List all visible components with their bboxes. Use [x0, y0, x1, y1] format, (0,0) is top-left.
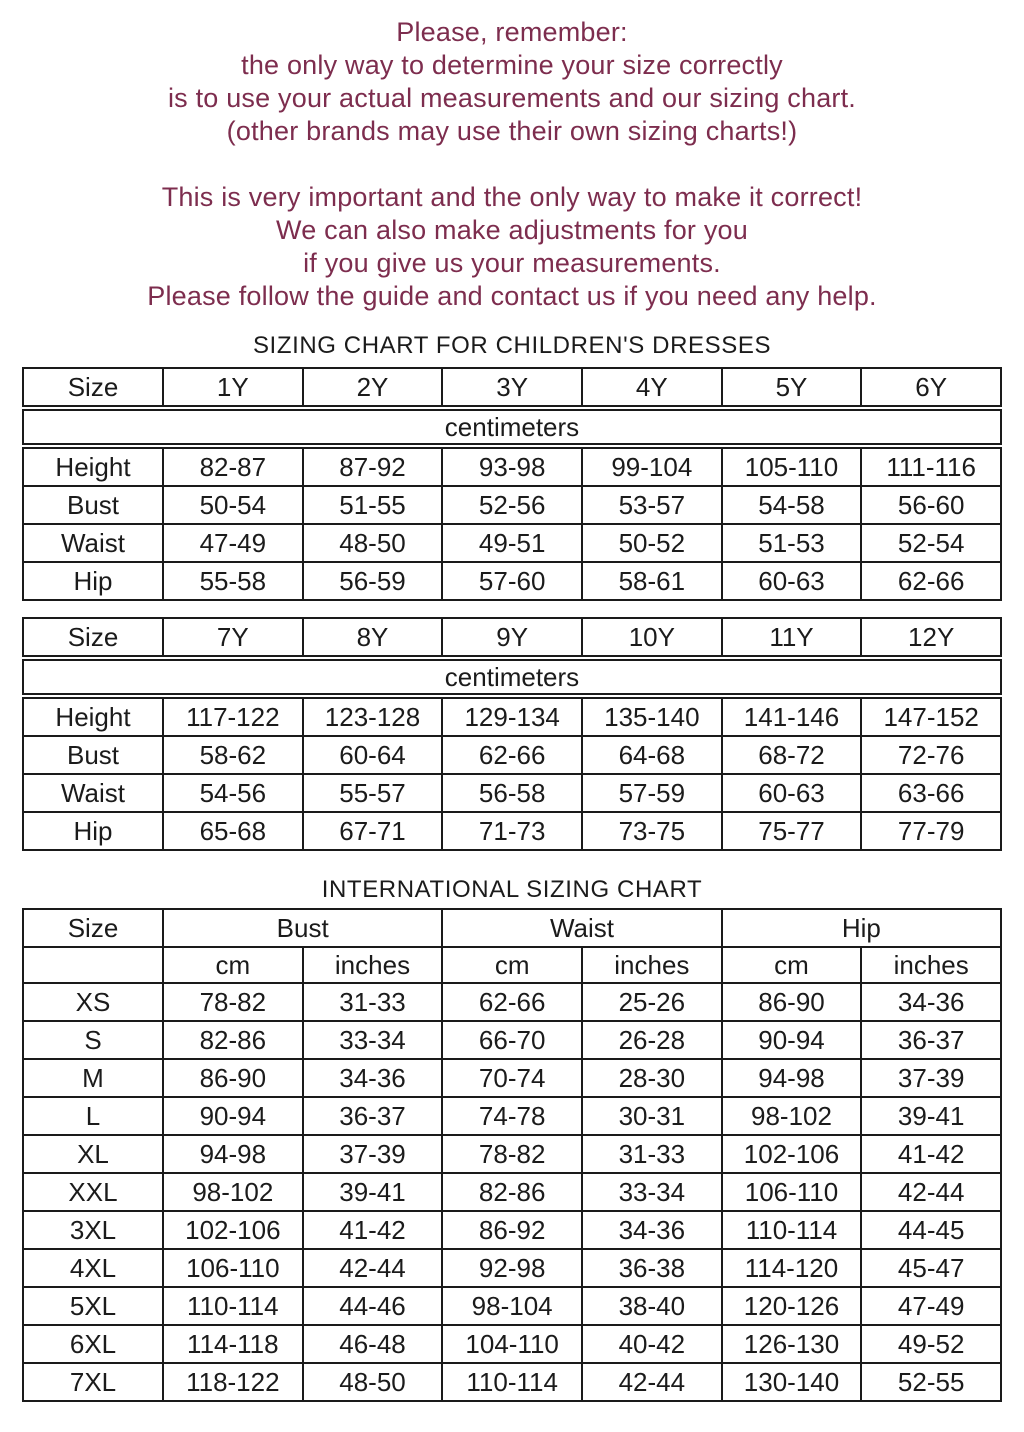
size-header-label: Size	[67, 912, 119, 943]
international-chart-title: INTERNATIONAL SIZING CHART	[321, 876, 703, 903]
table-cell: 42-44	[860, 1174, 1000, 1210]
table-cell: 58-61	[581, 563, 721, 599]
table-cell: 65-68	[162, 813, 302, 849]
table-cell: 41-42	[860, 1136, 1000, 1172]
table-cell: 114-118	[162, 1326, 302, 1362]
table-cell: 57-59	[581, 775, 721, 811]
table-cell: 94-98	[162, 1136, 302, 1172]
table-cell: 28-30	[581, 1060, 721, 1096]
table-cell: 105-110	[721, 449, 861, 485]
table-cell: 118-122	[162, 1364, 302, 1400]
table-row	[22, 447, 1002, 487]
table-cell: 64-68	[581, 737, 721, 773]
row-label: XS	[75, 986, 111, 1017]
table-cell: 31-33	[302, 984, 442, 1020]
size-column-header: 11Y	[721, 619, 861, 655]
unit-header: cm	[162, 948, 302, 982]
intro-paragraph-gap	[0, 148, 1024, 181]
table-cell: 74-78	[441, 1098, 581, 1134]
table-cell: 57-60	[441, 563, 581, 599]
table-cell: 102-106	[721, 1136, 861, 1172]
row-label: M	[82, 1062, 104, 1093]
table-cell: 86-90	[162, 1060, 302, 1096]
table-cell: 49-52	[860, 1326, 1000, 1362]
table-cell: 77-79	[860, 813, 1000, 849]
table-cell: 87-92	[302, 449, 442, 485]
table-cell: 38-40	[581, 1288, 721, 1324]
size-column-header: 8Y	[302, 619, 442, 655]
row-label: Waist	[60, 777, 126, 808]
unit-label: centimeters	[444, 411, 580, 442]
row-label: XL	[77, 1138, 109, 1169]
international-size-table	[22, 908, 1002, 1402]
size-header-label: Size	[67, 371, 119, 402]
empty-header-cell	[24, 948, 162, 982]
table-cell: 111-116	[860, 449, 1000, 485]
size-column-header: 5Y	[721, 369, 861, 405]
table-cell: 34-36	[860, 984, 1000, 1020]
table-cell: 71-73	[441, 813, 581, 849]
table-cell: 41-42	[302, 1212, 442, 1248]
table-cell: 129-134	[441, 699, 581, 735]
unit-band	[22, 659, 1002, 695]
group-header-row	[22, 908, 1002, 948]
table-cell: 26-28	[581, 1022, 721, 1058]
row-label: S	[84, 1024, 102, 1055]
table-cell: 36-37	[302, 1098, 442, 1134]
row-label: L	[85, 1100, 101, 1131]
intro-line: This is very important and the only way to make it correct!	[161, 182, 863, 212]
group-header-bust: Bust	[162, 910, 441, 946]
table-cell: 42-44	[302, 1250, 442, 1286]
table-row	[22, 1324, 1002, 1364]
table-cell: 48-50	[302, 525, 442, 561]
table-cell: 63-66	[860, 775, 1000, 811]
table-cell: 34-36	[581, 1212, 721, 1248]
table-cell: 55-58	[162, 563, 302, 599]
table-cell: 135-140	[581, 699, 721, 735]
table-cell: 34-36	[302, 1060, 442, 1096]
row-label: Hip	[73, 815, 113, 846]
table-cell: 30-31	[581, 1098, 721, 1134]
unit-header: cm	[721, 948, 861, 982]
intro-line: is to use your actual measurements and our sizing chart.	[167, 83, 857, 113]
table-cell: 58-62	[162, 737, 302, 773]
size-header-label: Size	[67, 621, 119, 652]
table-cell: 82-87	[162, 449, 302, 485]
table-cell: 92-98	[441, 1250, 581, 1286]
size-column-header: 7Y	[162, 619, 302, 655]
table-cell: 47-49	[162, 525, 302, 561]
table-cell: 94-98	[721, 1060, 861, 1096]
table-cell: 60-63	[721, 775, 861, 811]
table-cell: 72-76	[860, 737, 1000, 773]
table-cell: 52-54	[860, 525, 1000, 561]
table-cell: 45-47	[860, 1250, 1000, 1286]
children-size-table-1	[22, 367, 1002, 601]
row-label: 5XL	[69, 1290, 117, 1321]
table-row	[22, 561, 1002, 601]
intro-line: the only way to determine your size correctly	[241, 50, 783, 80]
table-cell: 25-26	[581, 984, 721, 1020]
table-cell: 42-44	[581, 1364, 721, 1400]
children-size-table-2	[22, 617, 1002, 851]
table-cell: 123-128	[302, 699, 442, 735]
table-cell: 36-38	[581, 1250, 721, 1286]
table-cell: 86-90	[721, 984, 861, 1020]
table-row	[22, 697, 1002, 737]
table-row	[22, 1210, 1002, 1250]
size-column-header: 12Y	[860, 619, 1000, 655]
table-cell: 44-46	[302, 1288, 442, 1324]
size-column-header: 4Y	[581, 369, 721, 405]
table-row	[22, 1362, 1002, 1402]
table-cell: 98-102	[162, 1174, 302, 1210]
table-cell: 68-72	[721, 737, 861, 773]
table-cell: 31-33	[581, 1136, 721, 1172]
table-row	[22, 485, 1002, 525]
table-cell: 39-41	[302, 1174, 442, 1210]
table-cell: 62-66	[860, 563, 1000, 599]
table-row	[22, 1172, 1002, 1212]
table-row	[22, 1134, 1002, 1174]
table-cell: 82-86	[441, 1174, 581, 1210]
row-label: 4XL	[69, 1252, 117, 1283]
size-header-row	[22, 367, 1002, 407]
row-label: 6XL	[69, 1328, 117, 1359]
table-cell: 37-39	[860, 1060, 1000, 1096]
table-cell: 110-114	[721, 1212, 861, 1248]
table-row	[22, 735, 1002, 775]
table-row	[22, 982, 1002, 1022]
row-label: Hip	[73, 565, 113, 596]
unit-label: centimeters	[444, 661, 580, 692]
table-cell: 40-42	[581, 1326, 721, 1362]
table-cell: 90-94	[721, 1022, 861, 1058]
table-cell: 98-102	[721, 1098, 861, 1134]
table-cell: 62-66	[441, 984, 581, 1020]
table-cell: 110-114	[441, 1364, 581, 1400]
size-column-header: 10Y	[581, 619, 721, 655]
table-cell: 47-49	[860, 1288, 1000, 1324]
table-cell: 141-146	[721, 699, 861, 735]
table-row	[22, 1286, 1002, 1326]
row-label: Height	[55, 451, 131, 482]
table-cell: 54-56	[162, 775, 302, 811]
intro-line: if you give us your measurements.	[303, 248, 721, 278]
table-cell: 62-66	[441, 737, 581, 773]
table-cell: 73-75	[581, 813, 721, 849]
table-cell: 126-130	[721, 1326, 861, 1362]
table-cell: 147-152	[860, 699, 1000, 735]
table-cell: 120-126	[721, 1288, 861, 1324]
unit-header-row	[22, 946, 1002, 984]
table-cell: 102-106	[162, 1212, 302, 1248]
table-row	[22, 1096, 1002, 1136]
table-cell: 33-34	[302, 1022, 442, 1058]
row-label: 3XL	[69, 1214, 117, 1245]
table-cell: 93-98	[441, 449, 581, 485]
row-label: Bust	[66, 489, 120, 520]
table-cell: 82-86	[162, 1022, 302, 1058]
table-cell: 50-54	[162, 487, 302, 523]
size-column-header: 3Y	[441, 369, 581, 405]
size-column-header: 1Y	[162, 369, 302, 405]
table-cell: 90-94	[162, 1098, 302, 1134]
table-cell: 98-104	[441, 1288, 581, 1324]
table-row	[22, 811, 1002, 851]
table-cell: 39-41	[860, 1098, 1000, 1134]
table-cell: 51-53	[721, 525, 861, 561]
table-cell: 86-92	[441, 1212, 581, 1248]
group-header-hip: Hip	[721, 910, 1000, 946]
table-cell: 36-37	[860, 1022, 1000, 1058]
table-row	[22, 523, 1002, 563]
table-cell: 78-82	[441, 1136, 581, 1172]
intro-line: We can also make adjustments for you	[276, 215, 748, 245]
intro-line: (other brands may use their own sizing charts!)	[226, 116, 798, 146]
unit-header: inches	[581, 948, 721, 982]
table-cell: 49-51	[441, 525, 581, 561]
intro-text	[0, 0, 1024, 313]
size-column-header: 9Y	[441, 619, 581, 655]
table-cell: 130-140	[721, 1364, 861, 1400]
table-cell: 55-57	[302, 775, 442, 811]
table-cell: 67-71	[302, 813, 442, 849]
table-cell: 53-57	[581, 487, 721, 523]
table-cell: 46-48	[302, 1326, 442, 1362]
unit-header: cm	[441, 948, 581, 982]
intro-line: Please follow the guide and contact us if you need any help.	[147, 281, 877, 311]
table-cell: 60-64	[302, 737, 442, 773]
table-cell: 104-110	[441, 1326, 581, 1362]
group-header-waist: Waist	[441, 910, 720, 946]
table-cell: 99-104	[581, 449, 721, 485]
table-cell: 54-58	[721, 487, 861, 523]
table-cell: 75-77	[721, 813, 861, 849]
table-row	[22, 773, 1002, 813]
table-cell: 48-50	[302, 1364, 442, 1400]
table-cell: 33-34	[581, 1174, 721, 1210]
table-cell: 37-39	[302, 1136, 442, 1172]
size-column-header: 6Y	[860, 369, 1000, 405]
unit-header: inches	[860, 948, 1000, 982]
children-chart-title: SIZING CHART FOR CHILDREN'S DRESSES	[252, 332, 772, 359]
table-cell: 110-114	[162, 1288, 302, 1324]
table-cell: 66-70	[441, 1022, 581, 1058]
row-label: XXL	[68, 1176, 118, 1207]
table-row	[22, 1058, 1002, 1098]
table-cell: 70-74	[441, 1060, 581, 1096]
unit-header: inches	[302, 948, 442, 982]
table-cell: 56-58	[441, 775, 581, 811]
table-cell: 106-110	[162, 1250, 302, 1286]
row-label: Height	[55, 701, 131, 732]
table-row	[22, 1020, 1002, 1060]
table-cell: 44-45	[860, 1212, 1000, 1248]
size-column-header: 2Y	[302, 369, 442, 405]
unit-band	[22, 409, 1002, 445]
table-cell: 114-120	[721, 1250, 861, 1286]
table-row	[22, 1248, 1002, 1288]
row-label: Bust	[66, 739, 120, 770]
table-cell: 52-56	[441, 487, 581, 523]
table-cell: 60-63	[721, 563, 861, 599]
size-header-row	[22, 617, 1002, 657]
table-cell: 117-122	[162, 699, 302, 735]
table-cell: 51-55	[302, 487, 442, 523]
table-cell: 56-60	[860, 487, 1000, 523]
table-cell: 52-55	[860, 1364, 1000, 1400]
row-label: Waist	[60, 527, 126, 558]
table-cell: 106-110	[721, 1174, 861, 1210]
row-label: 7XL	[69, 1366, 117, 1397]
intro-line: Please, remember:	[396, 17, 628, 47]
table-cell: 56-59	[302, 563, 442, 599]
table-cell: 78-82	[162, 984, 302, 1020]
table-cell: 50-52	[581, 525, 721, 561]
